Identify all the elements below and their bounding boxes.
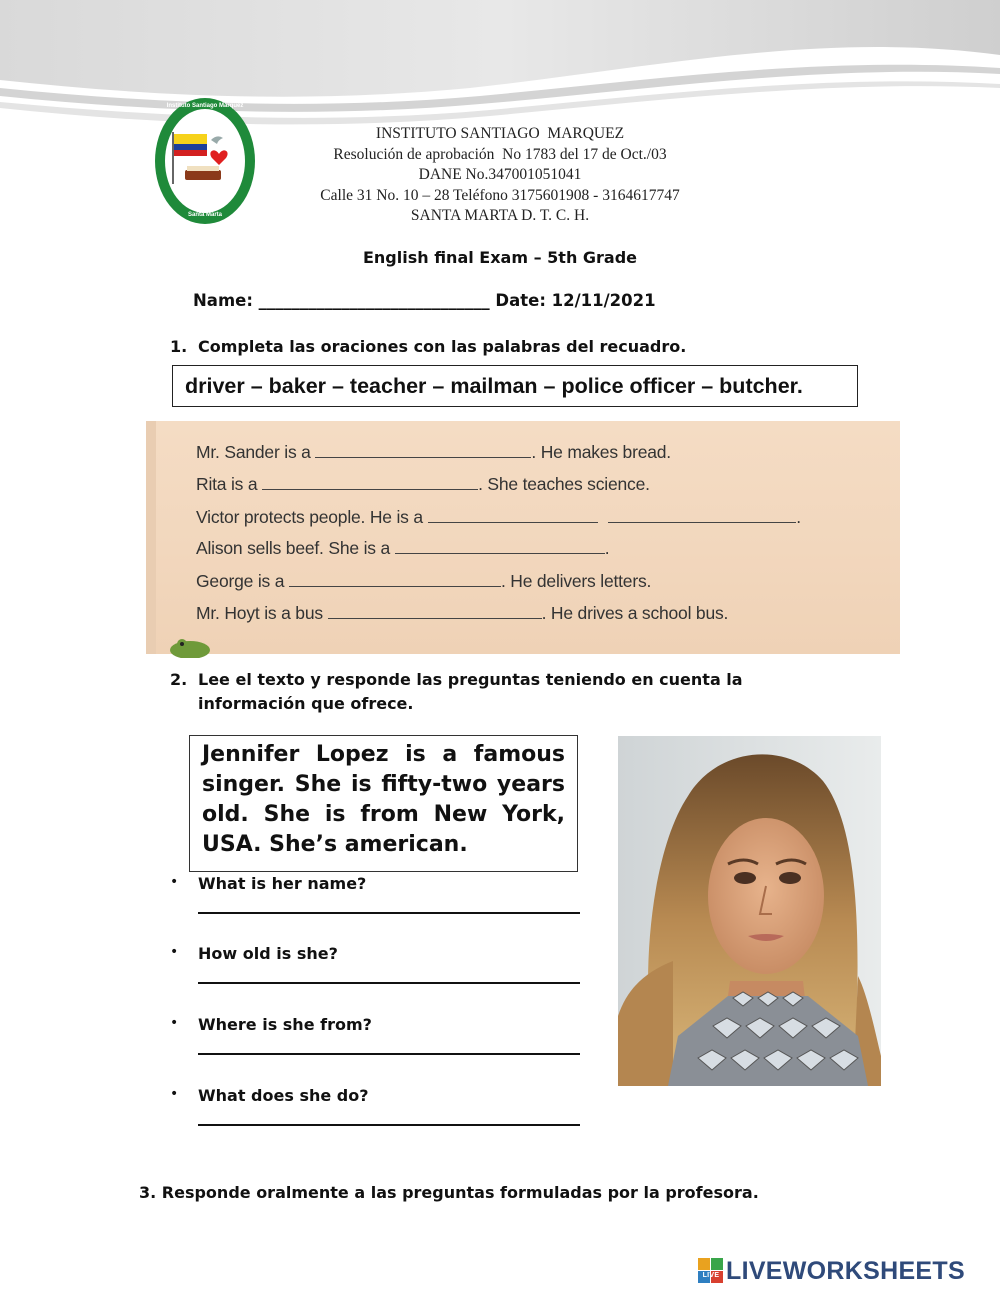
reading-text-box: Jennifer Lopez is a famous singer. She is fifty-two years old. She is from New York, USA. She’s american. xyxy=(189,735,578,872)
sentence-1-after: . He makes bread. xyxy=(531,442,671,462)
school-name: INSTITUTO SANTIAGO MARQUEZ xyxy=(375,125,625,142)
question-text: What is her name? xyxy=(198,874,367,893)
sentence-1 xyxy=(196,442,671,463)
sentence-5-before: George is a xyxy=(196,571,285,591)
answer-line[interactable] xyxy=(198,982,580,984)
sentence-5-after: . He delivers letters. xyxy=(500,571,652,591)
question-1-text: Completa las oraciones con las palabras del recuadro. xyxy=(198,337,687,356)
question-1-instruction xyxy=(170,337,686,356)
sentence-3 xyxy=(196,507,801,528)
sentence-6 xyxy=(196,603,728,624)
question-text: How old is she? xyxy=(198,944,338,963)
exam-title: English final Exam – 5th Grade xyxy=(362,248,638,267)
sentence-2-after: . She teaches science. xyxy=(478,474,650,494)
logo-city: Santa Marta xyxy=(187,212,223,218)
sentence-2-blank[interactable] xyxy=(262,475,478,490)
sentence-6-before: Mr. Hoyt is a bus xyxy=(196,603,323,623)
word-bank-box: driver – baker – teacher – mailman – police officer – butcher. xyxy=(172,365,858,407)
header-wave-decoration xyxy=(0,0,1000,140)
name-date-line: Name: ____________________________ Date: 12/11/2021 xyxy=(193,291,656,310)
question-2-instruction xyxy=(170,668,743,716)
question-2-text-line1: Lee el texto y responde las preguntas teniendo en cuenta la xyxy=(198,670,743,689)
logo-motto: Paz y Amor xyxy=(188,194,222,200)
brand-name: LIVEWORKSHEETS xyxy=(726,1256,965,1285)
frog-decoration-icon xyxy=(168,636,214,658)
sentence-3-blank-1[interactable] xyxy=(428,508,598,523)
sentence-3-after: . xyxy=(796,507,801,527)
sentence-6-after: . He drives a school bus. xyxy=(541,603,729,623)
answer-line[interactable] xyxy=(198,912,580,914)
school-header xyxy=(250,124,750,227)
logo-school-name: Instituto Santiago Marquez xyxy=(166,103,244,109)
answer-line[interactable] xyxy=(198,1124,580,1126)
sentence-3-blank-2[interactable] xyxy=(608,508,796,523)
school-resolution: Resolución de aprobación No 1783 del 17 de Oct./03 xyxy=(333,145,667,163)
bullet-icon: • xyxy=(170,944,179,960)
question-text: What does she do? xyxy=(198,1086,369,1105)
sentence-4 xyxy=(196,538,609,559)
sentence-1-blank[interactable] xyxy=(315,443,531,458)
liveworksheets-logo-icon xyxy=(698,1258,724,1284)
school-city: SANTA MARTA D. T. C. H. xyxy=(410,207,590,224)
liveworksheets-brand[interactable] xyxy=(698,1255,965,1287)
question-text: Where is she from? xyxy=(198,1015,372,1034)
bullet-icon: • xyxy=(170,1086,179,1102)
question-1-number: 1. xyxy=(170,337,188,356)
answer-line[interactable] xyxy=(198,1053,580,1055)
bullet-icon: • xyxy=(170,874,179,890)
question-2-number: 2. xyxy=(170,670,188,689)
sentence-2-before: Rita is a xyxy=(196,474,258,494)
sentence-6-blank[interactable] xyxy=(328,604,542,619)
school-address: Calle 31 No. 10 – 28 Teléfono 3175601908 - 3164617747 xyxy=(320,186,680,204)
school-logo xyxy=(153,96,257,226)
sentence-5 xyxy=(196,571,651,592)
bullet-icon: • xyxy=(170,1015,179,1031)
sentence-2 xyxy=(196,474,650,495)
fill-in-exercise-image xyxy=(146,421,900,654)
logo-letters: LIVE xyxy=(702,1272,720,1279)
jennifer-lopez-photo xyxy=(618,736,881,1086)
sentence-5-blank[interactable] xyxy=(289,572,501,587)
sentence-4-blank[interactable] xyxy=(395,539,605,554)
question-3-instruction: 3. Responde oralmente a las preguntas formuladas por la profesora. xyxy=(139,1183,759,1202)
question-2-text-line2: información que ofrece. xyxy=(198,694,414,713)
school-dane: DANE No.347001051041 xyxy=(418,166,582,183)
sentence-1-before: Mr. Sander is a xyxy=(196,442,311,462)
sentence-4-after: . xyxy=(604,538,610,558)
sentence-4-before: Alison sells beef. She is a xyxy=(196,538,391,558)
sentence-3-before: Victor protects people. He is a xyxy=(196,507,423,527)
